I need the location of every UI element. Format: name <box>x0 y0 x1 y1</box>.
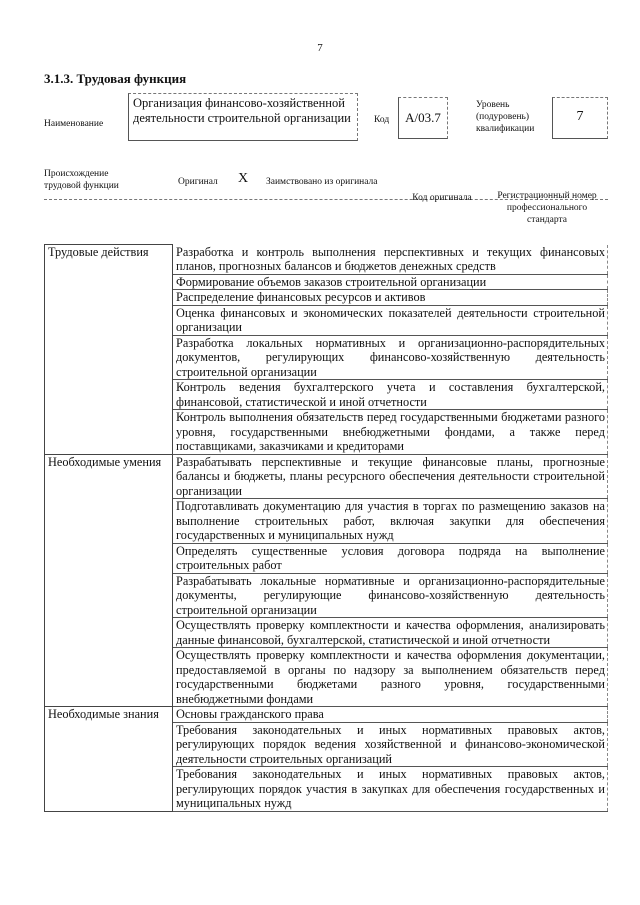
list-item: Разрабатывать локальные нормативные и организационно-распорядительные документы, регулирующие финансово-хозяйственную деятельность строительной организации <box>173 573 608 618</box>
list-item: Разработка локальных нормативных и организационно-распорядительных документов, регулирующих финансово-хозяйственную деятельность строительной организации <box>173 335 608 380</box>
level-value: 7 <box>552 97 608 139</box>
code-orig-label: Код оригинала <box>412 193 472 203</box>
list-item: Формирование объемов заказов строительной организации <box>173 274 608 290</box>
section-title: 3.1.3. Трудовая функция <box>44 71 187 86</box>
section-title-skills: Необходимые умения <box>45 454 173 707</box>
list-item: Распределение финансовых ресурсов и активов <box>173 290 608 306</box>
section-title-knowledge: Необходимые знания <box>45 707 173 812</box>
list-item: Контроль ведения бухгалтерского учета и составления бухгалтерской, финансовой, статистической и иной отчетности <box>173 380 608 410</box>
name-value: Организация финансово-хозяйственной деятельности строительной организации <box>128 93 358 141</box>
origin-label: Происхождение трудовой функции <box>44 169 119 191</box>
function-table <box>44 244 608 812</box>
list-item: Осуществлять проверку комплектности и качества оформления документации, предоставляемой в органы по надзору за выполнением обязательств перед государственными бюджетами разного уровня, государственными внебюджетными фондами <box>173 648 608 707</box>
section-title-actions: Трудовые действия <box>45 245 173 455</box>
page-number: 7 <box>317 42 323 54</box>
list-item: Оценка финансовых и экономических показателей деятельности строительной организации <box>173 305 608 335</box>
list-item: Подготавливать документацию для участия в торгах по размещению заказов на выполнение строительных работ, включая закупки для обеспечения государственных и муниципальных нужд <box>173 499 608 544</box>
table-row <box>45 245 608 275</box>
original-label: Оригинал <box>178 177 218 187</box>
borrowed-label: Заимствовано из оригинала <box>266 177 378 187</box>
list-item: Разработка и контроль выполнения перспективных и текущих финансовых планов, прогнозных балансов и бюджетов денежных средств <box>173 245 608 275</box>
original-mark: Х <box>238 171 249 186</box>
reg-number-label: Регистрационный номер профессионального стандарта <box>497 191 597 225</box>
list-item: Контроль выполнения обязательств перед государственными бюджетами разного уровня, государственными внебюджетными фондами, а также перед поставщиками, заказчиками и кредиторами <box>173 410 608 455</box>
table-row <box>45 707 608 723</box>
list-item: Разрабатывать перспективные и текущие финансовые планы, прогнозные балансы и бюджеты, планы ресурсного обеспечения деятельности строительной организации <box>173 454 608 499</box>
list-item: Осуществлять проверку комплектности и качества оформления, анализировать данные финансовой, бухгалтерской, статистической и иной отчетности <box>173 618 608 648</box>
list-item: Определять существенные условия договора подряда на выполнение строительных работ <box>173 543 608 573</box>
table-row <box>45 454 608 499</box>
name-label: Наименование <box>44 119 104 129</box>
list-item: Требования законодательных и иных нормативных правовых актов, регулирующих порядок участия в закупках для обеспечения государственных и муниципальных нужд <box>173 767 608 812</box>
list-item: Требования законодательных и иных нормативных правовых актов, регулирующих порядок ведения хозяйственной и финансово-экономической деятельности строительных организаций <box>173 722 608 767</box>
list-item: Основы гражданского права <box>173 707 608 723</box>
level-label: Уровень (подуровень) квалификации <box>476 100 535 134</box>
code-label: Код <box>374 115 390 125</box>
code-value: А/03.7 <box>398 97 448 139</box>
